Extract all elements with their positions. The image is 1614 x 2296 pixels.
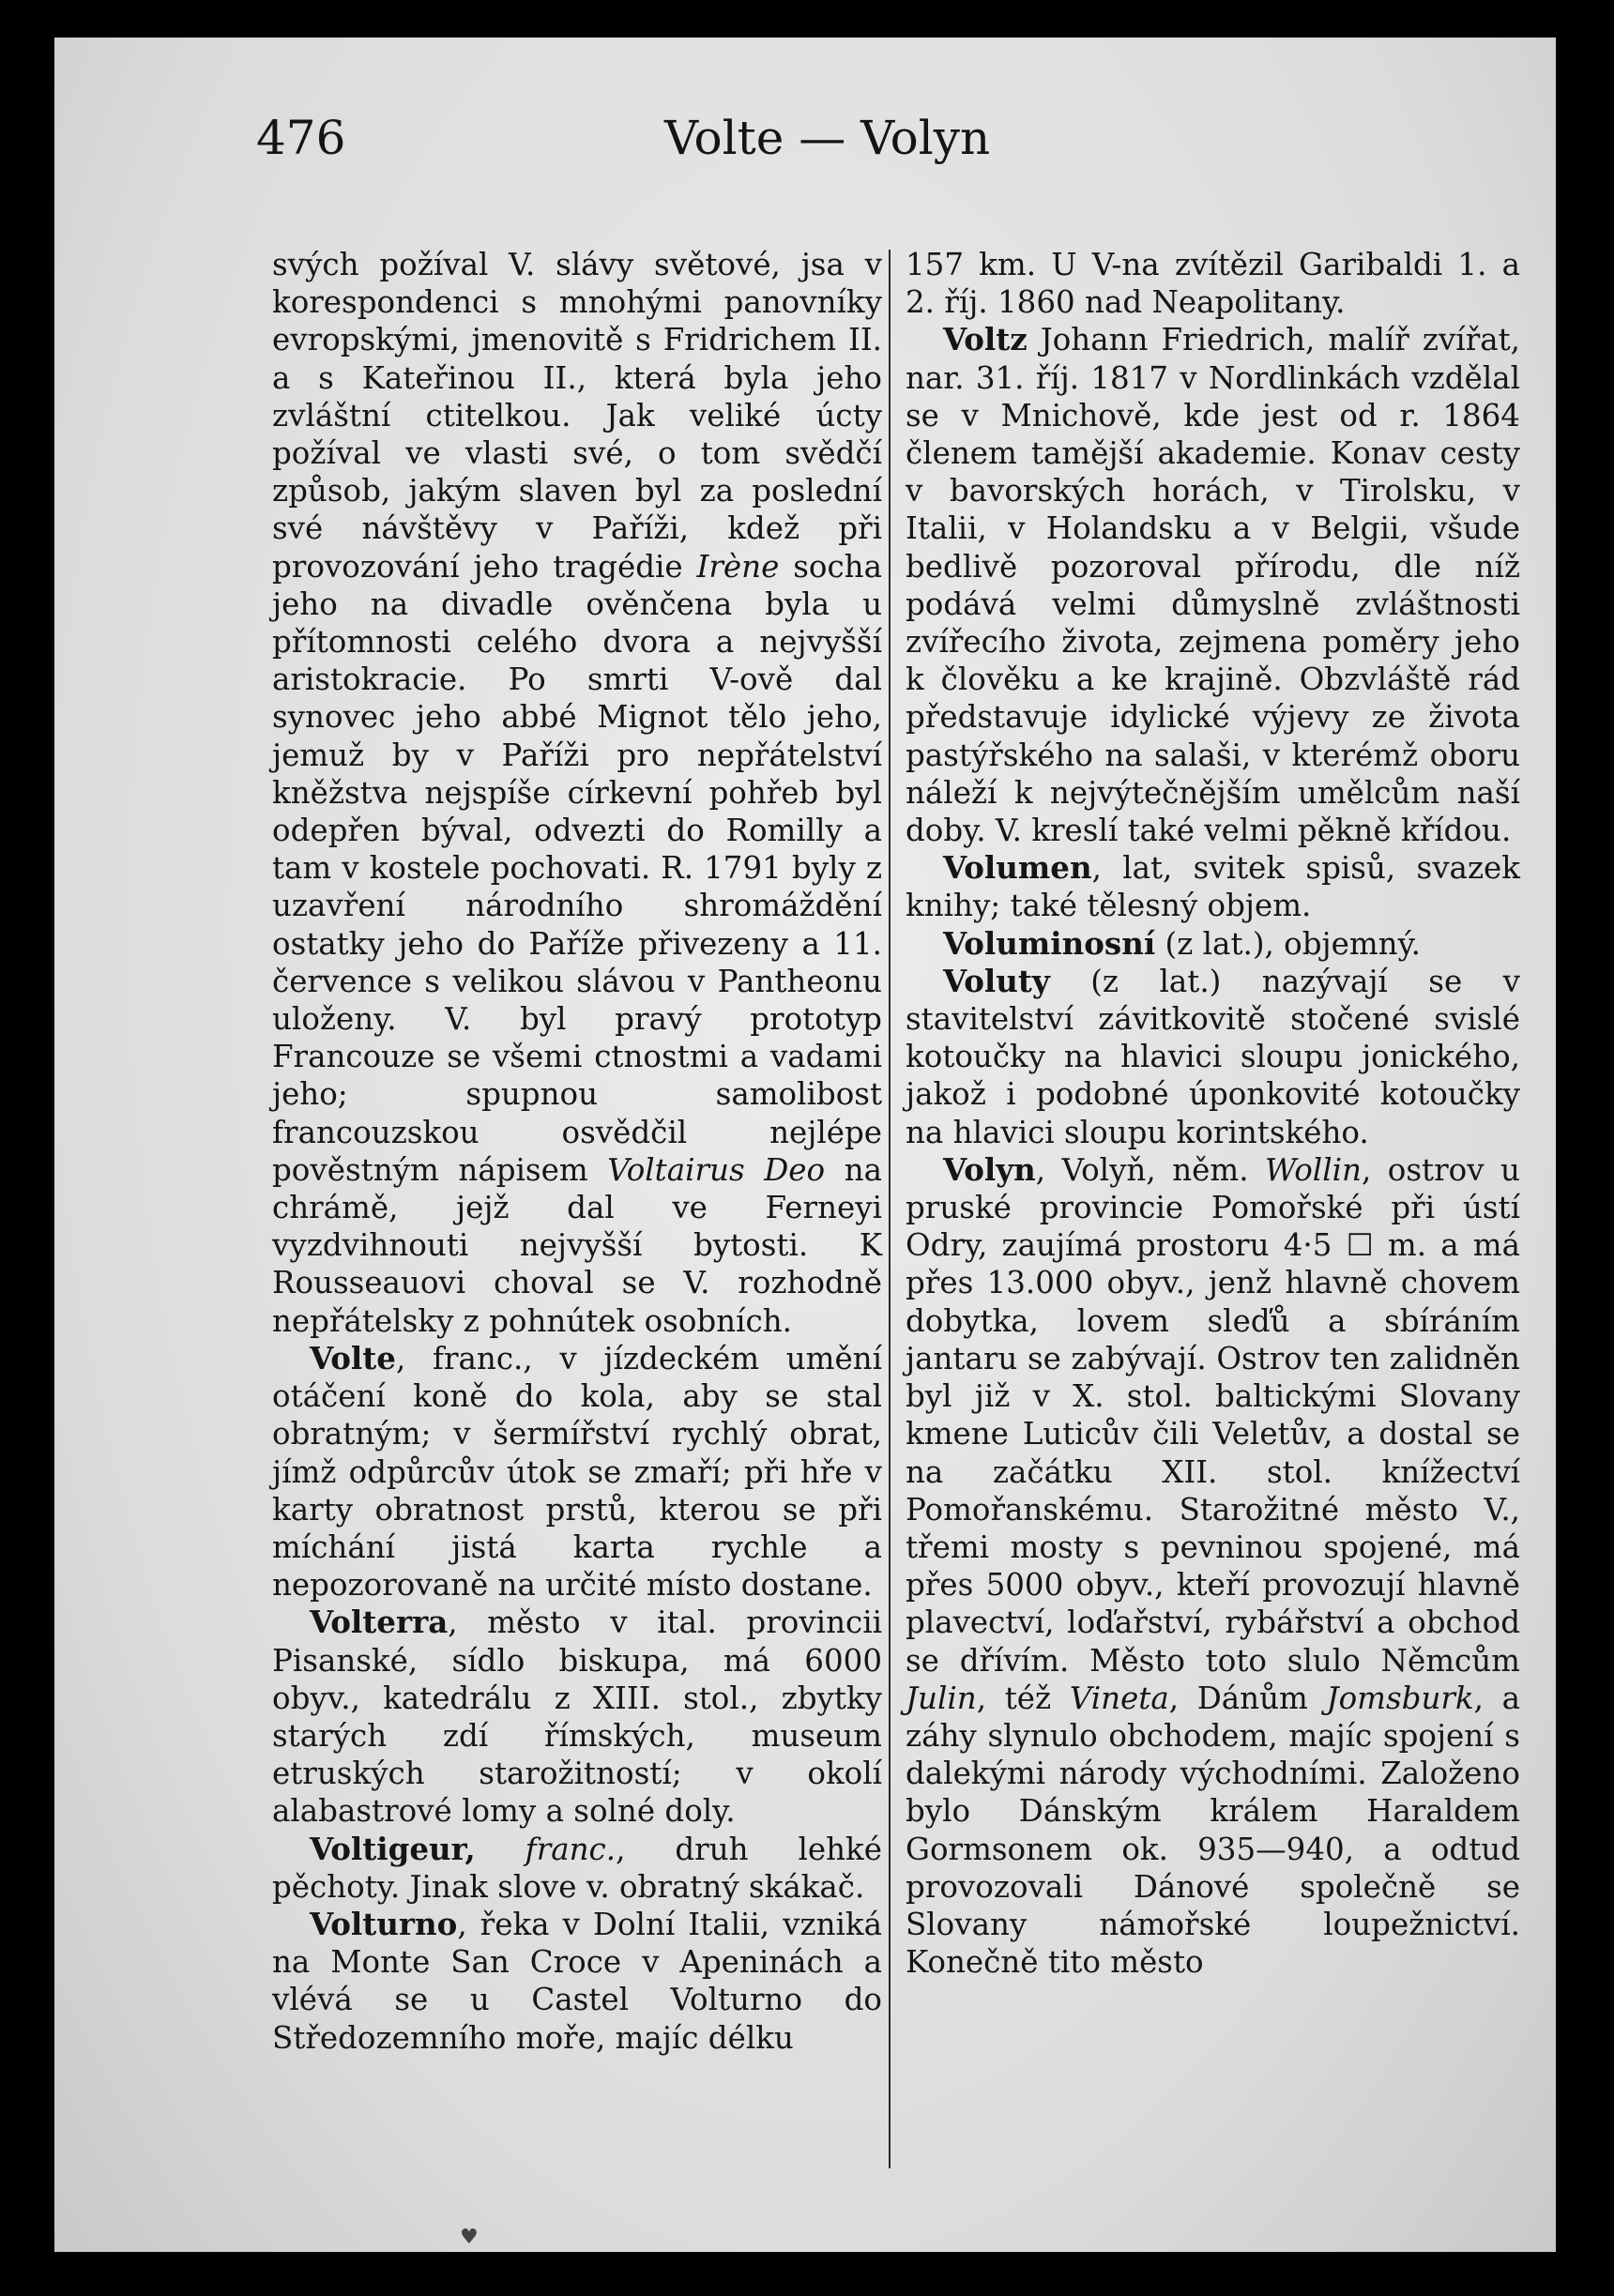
entry-voluty: Voluty (z lat.) nazývají se v stavitelství závitkovitě stočené svislé kotoučky na hlavici sloupu jonického, jakož i podobné úponkovité kotoučky na hlavici sloupu korintského. xyxy=(906,962,1520,1150)
entry-volte: Volte, franc., v jízdeckém umění otáčení koně do kola, aby se stal obratným; v šermířství rychlý obrat, jímž odpůrcův útok se zmaří; při hře v karty obratnost prstů, kterou se při míchání jistá karta rychle a nepozorovaně na určité místo dostane. xyxy=(272,1339,882,1604)
entry-voltaire-continuation: svých požíval V. slávy světové, jsa v korespondenci s mnohými panovníky evropskými, jmenovitě s Fridrichem II. a s Kateřinou II., která byla jeho zvláštní ctitelkou. Jak veliké úcty požíval ve vlasti své, o tom svědčí způsob, jakým slaven byl za poslední své návštěvy v Paříži, kdež při provozování jeho tragédie Irène socha jeho na divadle ověnčena byla u přítomnosti celého dvora a nejvyšší aristokracie. Po smrti V-ově dal synovec jeho abbé Mignot tělo jeho, jemuž by v Paříži pro nepřátelství kněžstva nejspíše církevní pohřeb byl odepřen býval, odvezti do Romilly a tam v kostele pochovati. R. 1791 byly z uzavření národního shromáždění ostatky jeho do Paříže přivezeny a 11. července s velikou slávou v Pantheonu uloženy. V. byl pravý prototyp Francouze se všemi ctnostmi a vadami jeho; spupnou samolibost francouzskou osvědčil nejlépe pověstným nápisem Voltairus Deo na chrámě, jejž dal ve Ferneyi vyzdvihnouti nejvyšší bytosti. K Rousseauovi choval se V. rozhodně nepřátelsky z pohnútek osobních. xyxy=(272,247,883,1339)
headword: Volumen xyxy=(943,849,1092,887)
entry-voluminosni: Voluminosní (z lat.), objemný. xyxy=(943,924,1421,962)
headword: Volturno xyxy=(310,1905,458,1942)
running-title: Volte — Volyn xyxy=(664,111,991,165)
footer-mark: ♥ xyxy=(460,2226,479,2249)
entry-volturno: Volturno, řeka v Dolní Italii, vzniká na Monte San Croce v Apeninách a vlévá se u Castel Volturno do Středozemního moře, majíc délku xyxy=(272,1905,882,2056)
headword: Voluminosní xyxy=(943,924,1156,962)
entry-volturno-continuation: 157 km. U V-na zvítězil Garibaldi 1. a 2. říj. 1860 nad Neapolitany. xyxy=(906,247,1520,321)
headword: Voltigeur, xyxy=(310,1830,476,1867)
headword: Voltz xyxy=(943,321,1028,358)
page-number: 476 xyxy=(256,111,346,165)
entry-volumen: Volumen, lat, svitek spisů, svazek knihy; také tělesný objem. xyxy=(906,849,1520,924)
headword: Voluty xyxy=(943,962,1050,999)
headword: Volterra xyxy=(310,1604,449,1641)
right-column xyxy=(906,246,1520,2122)
left-column xyxy=(272,246,882,2122)
book-page xyxy=(54,38,1556,2252)
headword: Volyn xyxy=(943,1150,1036,1188)
entry-voltz: Voltz Johann Friedrich, malíř zvířat, nar. 31. říj. 1817 v Nordlinkách vzdělal se v Mnichově, kde jest od r. 1864 členem tamější akademie. Konav cesty v bavorských horách, v Tirolsku, v Italii, v Holandsku a v Belgii, všude bedlivě pozoroval přírodu, dle níž podává velmi důmyslně zvláštnosti zvířecího života, zejmena poměry jeho k člověku a ke krajině. Obzvláště rád představuje idylické výjevy ze života pastýřského na salaši, v kterémž oboru náleží k nejvýtečnějším umělcům naší doby. V. kreslí také velmi pěkně křídou. xyxy=(906,321,1520,849)
entry-voltigeur: Voltigeur, franc., druh lehké pěchoty. Jinak slove v. obratný skákač. xyxy=(272,1830,882,1905)
column-divider xyxy=(889,250,891,2168)
headword: Volte xyxy=(310,1339,396,1376)
entry-volyn: Volyn, Volyň, něm. Wollin, ostrov u pruské provincie Pomořské při ústí Odry, zaujímá prostoru 4·5 ☐ m. a má přes 13.000 obyv., jenž hlavně chovem dobytka, lovem sleďů a sbíráním jantaru se zabývají. Ostrov ten zalidněn byl již v X. stol. baltickými Slovany kmene Luticův čili Veletův, a dostal se na začátku XII. stol. knížectví Pomořanskému. Starožitné město V., třemi mosty s pevninou spojené, má přes 5000 obyv., kteří provozují hlavně plavectví, loďařství, rybářství a obchod se dřívím. Město toto slulo Němcům Julin, též Vineta, Dánům Jomsburk, a záhy slynulo obchodem, majíc spojení s dalekými národy východními. Založeno bylo Dánským králem Haraldem Gormsonem ok. 935—940, a odtud provozovali Dánové společně se Slovany námořské loupežnictví. Konečně tito město xyxy=(906,1150,1521,1981)
entry-volterra: Volterra, město v ital. provincii Pisanské, sídlo biskupa, má 6000 obyv., katedrálu z XIII. stol., zbytky starých zdí římských, museum etruských starožitností; v okolí alabastrové lomy a solné doly. xyxy=(272,1604,882,1830)
page-header xyxy=(54,111,1556,195)
